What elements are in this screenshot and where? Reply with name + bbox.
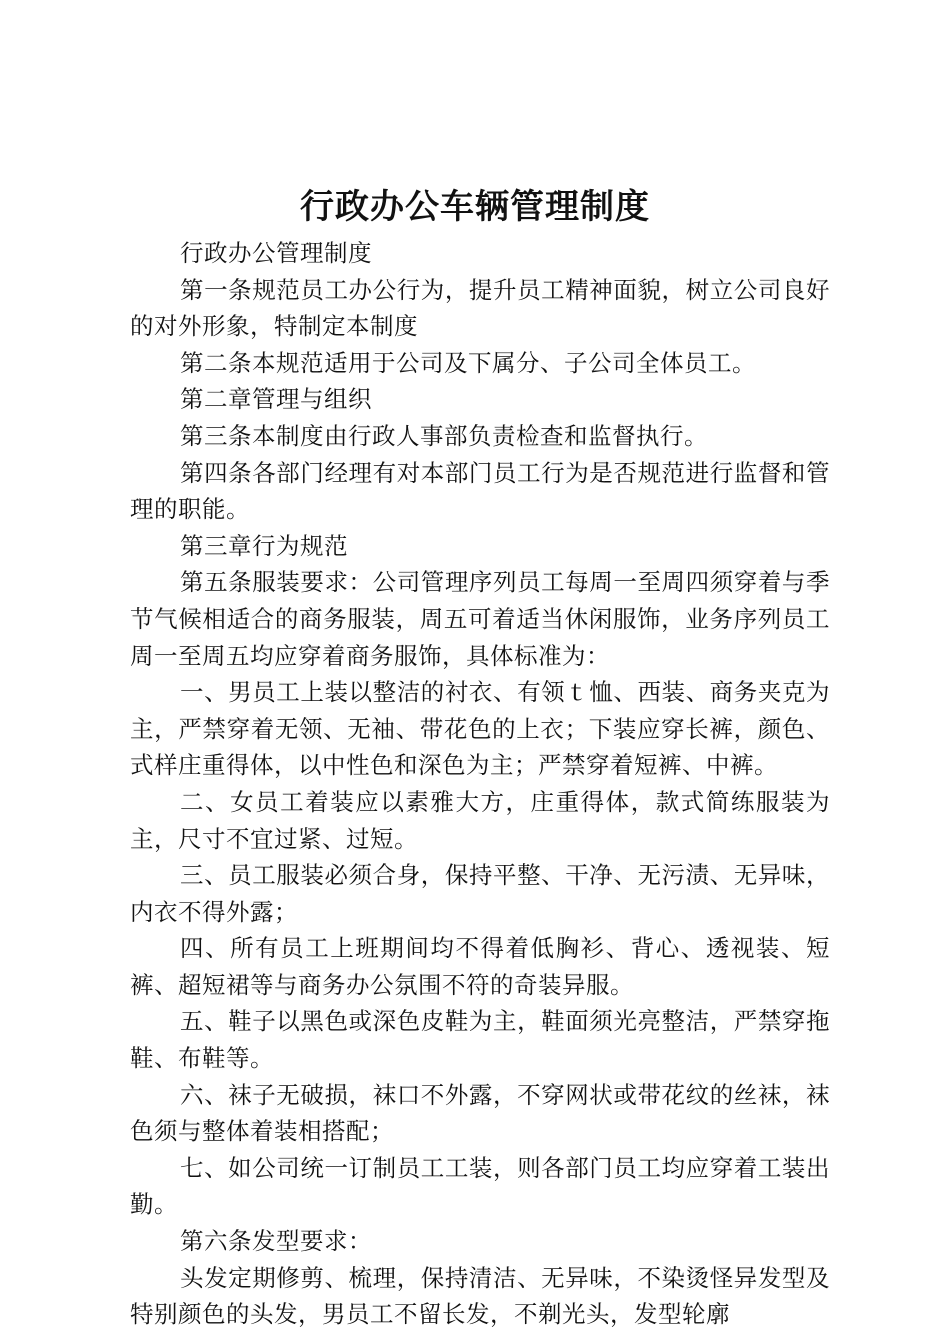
paragraph-subtitle: 行政办公管理制度 [180,239,372,267]
paragraph-article-6: 第六条发型要求： [180,1227,372,1256]
document-title: 行政办公车辆管理制度 [300,187,650,227]
paragraph-hair-requirements: 头发定期修剪、梳理，保持清洁、无异味，不染烫怪异发型及特别颜色的头发，男员工不留长发，不剃光头，发型轮廓 [130,1263,830,1329]
document-body [130,235,830,1333]
paragraph-item-3: 三、员工服装必须合身，保持平整、干净、无污渍、无异味，内衣不得外露； [130,861,830,926]
paragraph-chapter-3: 第三章行为规范 [180,531,348,560]
paragraph-item-6: 六、袜子无破损，袜口不外露，不穿网状或带花纹的丝袜，袜色须与整体着装相搭配； [130,1080,830,1146]
paragraph-article-5: 第五条服装要求：公司管理序列员工每周一至周四须穿着与季节气候相适合的商务服装，周五可着适当休闲服饰，业务序列员工周一至周五均应穿着商务服饰，具体标准为： [130,568,830,670]
paragraph-item-2: 二、女员工着装应以素雅大方，庄重得体，款式简练服装为主，尺寸不宜过紧、过短。 [130,787,830,853]
paragraph-item-1: 一、男员工上装以整洁的衬衣、有领ｔ恤、西装、商务夹克为主，严禁穿着无领、无袖、带花色的上衣；下装应穿长裤，颜色、式样庄重得体，以中性色和深色为主；严禁穿着短裤、中裤。 [130,678,830,780]
paragraph-chapter-2: 第二章管理与组织 [180,385,372,414]
paragraph-article-1: 第一条规范员工办公行为，提升员工精神面貌，树立公司良好的对外形象，特制定本制度 [130,275,830,341]
paragraph-item-5: 五、鞋子以黑色或深色皮鞋为主，鞋面须光亮整洁，严禁穿拖鞋、布鞋等。 [130,1007,830,1073]
paragraph-article-3: 第三条本制度由行政人事部负责检查和监督执行。 [180,421,708,450]
paragraph-article-4: 第四条各部门经理有对本部门员工行为是否规范进行监督和管理的职能。 [130,458,830,524]
paragraph-item-7: 七、如公司统一订制员工工装，则各部门员工均应穿着工装出勤。 [130,1153,830,1219]
paragraph-article-2: 第二条本规范适用于公司及下属分、子公司全体员工。 [180,348,756,377]
paragraph-item-4: 四、所有员工上班期间均不得着低胸衫、背心、透视装、短裤、超短裙等与商务办公氛围不符的奇装异服。 [130,934,830,999]
